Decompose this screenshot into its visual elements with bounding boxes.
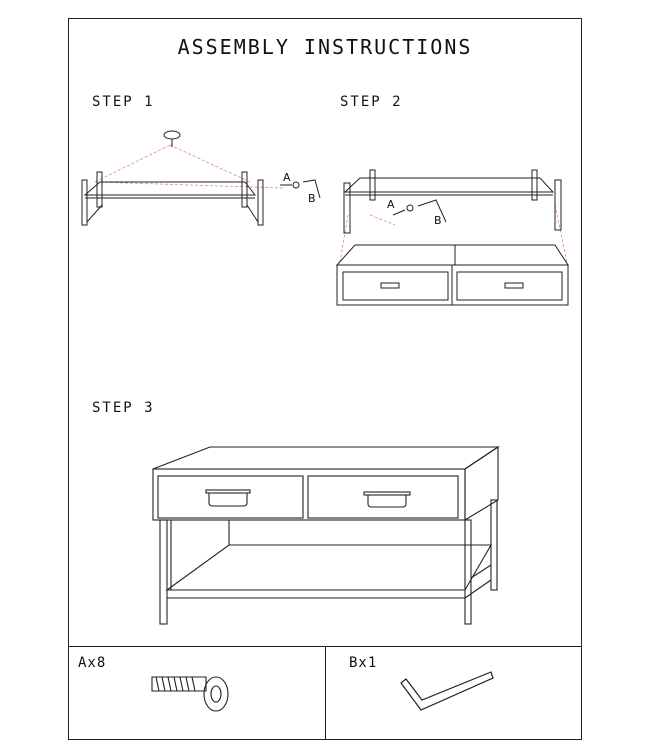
page-title: ASSEMBLY INSTRUCTIONS — [177, 35, 473, 59]
step-2-label: STEP 2 — [340, 94, 403, 110]
part-b-label: Bx1 — [349, 655, 378, 671]
step-1-label: STEP 1 — [92, 94, 155, 110]
step-3-label: STEP 3 — [92, 400, 155, 416]
step-1-callout-a: A — [283, 171, 291, 184]
step-2-callout-a: A — [387, 198, 395, 211]
step-2-callout-b: B — [434, 214, 442, 227]
step-1-callout-b: B — [308, 192, 316, 205]
part-a-label: Ax8 — [78, 655, 107, 671]
